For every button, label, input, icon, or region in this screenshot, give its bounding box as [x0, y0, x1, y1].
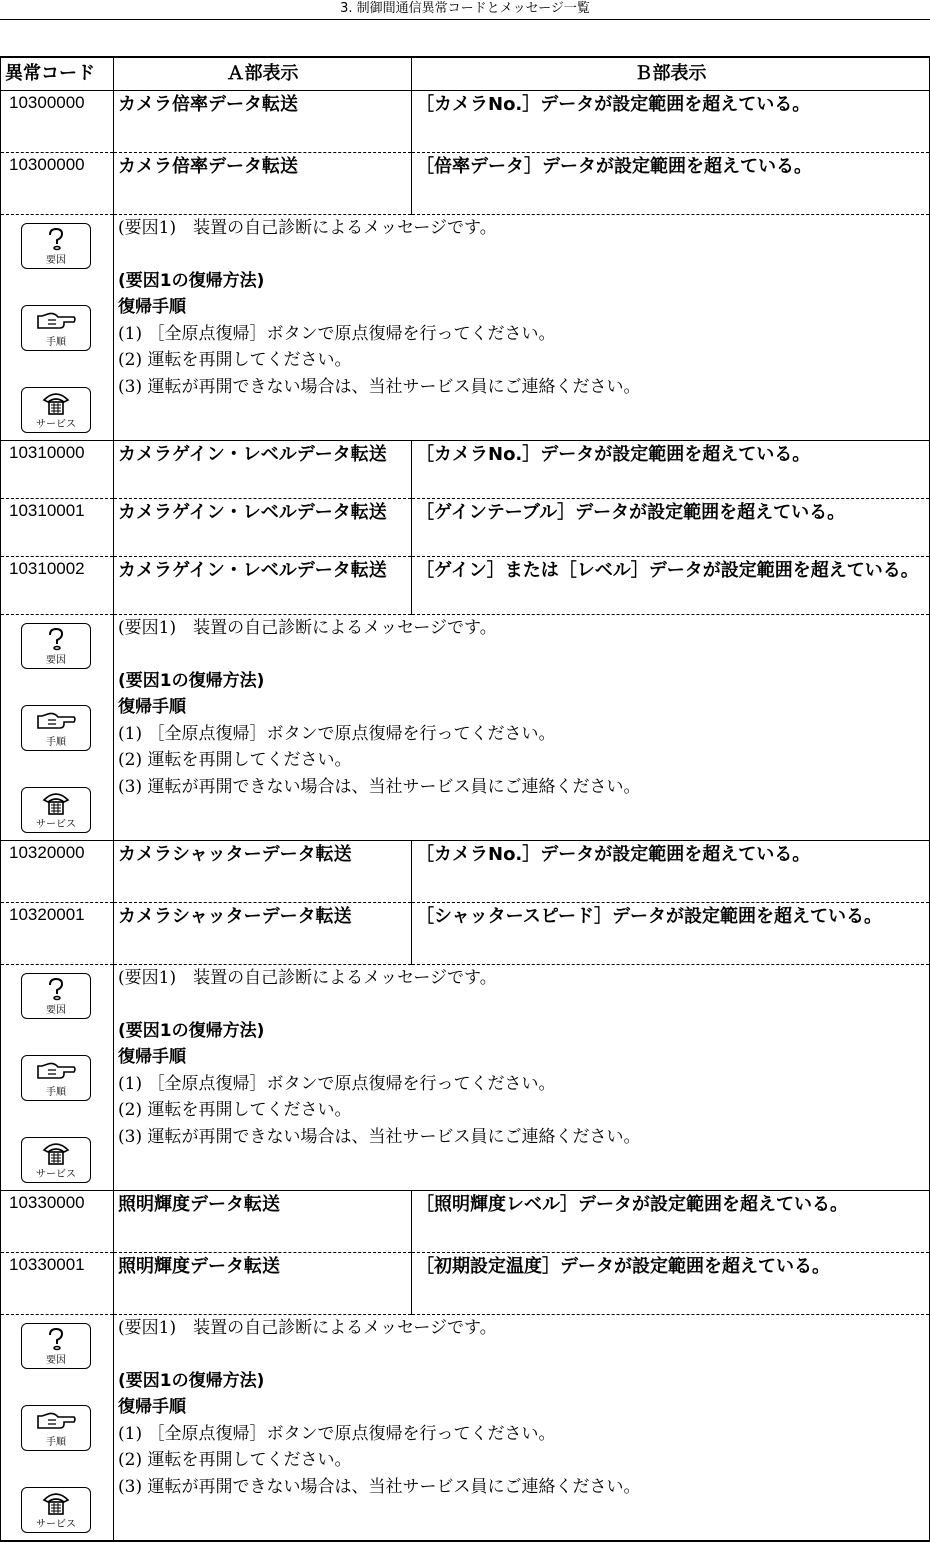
cause-label: 要因: [46, 1005, 66, 1016]
b-display-cell: ［照明輝度レベル］データが設定範囲を超えている。: [412, 1191, 930, 1253]
error-code-cell: 10320001: [1, 903, 114, 965]
procedure-title: 復帰手順: [118, 1397, 186, 1417]
service-label: サービス: [36, 1169, 76, 1180]
procedure-label: 手順: [46, 1437, 66, 1448]
pointing-hand-icon: [34, 708, 78, 732]
procedure-label: 手順: [46, 737, 66, 748]
procedure-title: 復帰手順: [118, 697, 186, 717]
cause-text: (要因1) 装置の自己診断によるメッセージです。: [118, 618, 497, 638]
error-code-cell: 10330000: [1, 1191, 114, 1253]
procedure-label: 手順: [46, 337, 66, 348]
pointing-hand-icon: [34, 1058, 78, 1082]
question-mark-icon: [43, 626, 69, 652]
remedy-icons-cell: [1, 615, 114, 841]
remedy-text-cell: [114, 965, 930, 1191]
cause-text: (要因1) 装置の自己診断によるメッセージです。: [118, 1318, 497, 1338]
b-display-cell: ［シャッタースピード］データが設定範囲を超えている。: [412, 903, 930, 965]
procedure-badge: [21, 1055, 91, 1101]
column-header-b: Ｂ部表示: [412, 57, 930, 91]
a-display-cell: カメラゲイン・レベルデータ転送: [114, 441, 412, 499]
service-badge: [21, 387, 91, 433]
table-row: [1, 903, 930, 965]
b-display-cell: ［ゲインテーブル］データが設定範囲を超えている。: [412, 499, 930, 557]
table-row: [1, 1191, 930, 1253]
spacer: [118, 242, 929, 268]
step-2: (2) 運転を再開してください。: [118, 350, 352, 370]
remedy-icons-cell: [1, 215, 114, 441]
step-1: (1) ［全原点復帰］ボタンで原点復帰を行ってください。: [118, 323, 556, 344]
a-display-cell: カメラシャッターデータ転送: [114, 841, 412, 903]
recovery-title: (要因1の復帰方法): [118, 1370, 265, 1391]
service-label: サービス: [36, 1519, 76, 1530]
a-display-cell: 照明輝度データ転送: [114, 1253, 412, 1315]
table-row: [1, 499, 930, 557]
b-display-cell: ［カメラNo.］データが設定範囲を超えている。: [412, 91, 930, 153]
table-row: [1, 1253, 930, 1315]
telephone-icon: [40, 1140, 72, 1166]
remedy-icons-cell: [1, 965, 114, 1191]
service-badge: [21, 1487, 91, 1533]
procedure-title: 復帰手順: [118, 297, 186, 317]
a-display-cell: カメラシャッターデータ転送: [114, 903, 412, 965]
error-code-cell: 10310001: [1, 499, 114, 557]
procedure-badge: [21, 1405, 91, 1451]
column-header-a: Ａ部表示: [114, 57, 412, 91]
error-code-cell: 10320000: [1, 841, 114, 903]
cause-label: 要因: [46, 655, 66, 666]
step-2: (2) 運転を再開してください。: [118, 1100, 352, 1120]
table-row: [1, 153, 930, 215]
cause-badge: [21, 223, 91, 269]
table-row: [1, 441, 930, 499]
service-label: サービス: [36, 419, 76, 430]
step-3: (3) 運転が再開できない場合は、当社サービス員にご連絡ください。: [118, 376, 641, 397]
procedure-title: 復帰手順: [118, 1047, 186, 1067]
step-3: (3) 運転が再開できない場合は、当社サービス員にご連絡ください。: [118, 1126, 641, 1147]
service-badge: [21, 787, 91, 833]
page-header: 3. 制御間通信異常コードとメッセージ一覧: [0, 0, 930, 20]
a-display-cell: カメラゲイン・レベルデータ転送: [114, 557, 412, 615]
step-3: (3) 運転が再開できない場合は、当社サービス員にご連絡ください。: [118, 776, 641, 797]
telephone-icon: [40, 1490, 72, 1516]
remedy-text-cell: [114, 1315, 930, 1542]
service-badge: [21, 1137, 91, 1183]
table-body: [1, 91, 930, 1542]
error-code-cell: 10310000: [1, 441, 114, 499]
procedure-badge: [21, 305, 91, 351]
remedy-row: [1, 615, 930, 841]
spacer: [118, 1342, 929, 1368]
remedy-text-cell: [114, 615, 930, 841]
step-1: (1) ［全原点復帰］ボタンで原点復帰を行ってください。: [118, 723, 556, 744]
question-mark-icon: [43, 226, 69, 252]
recovery-title: (要因1の復帰方法): [118, 270, 265, 291]
b-display-cell: ［カメラNo.］データが設定範囲を超えている。: [412, 841, 930, 903]
recovery-title: (要因1の復帰方法): [118, 670, 265, 691]
telephone-icon: [40, 390, 72, 416]
remedy-row: [1, 965, 930, 1191]
step-1: (1) ［全原点復帰］ボタンで原点復帰を行ってください。: [118, 1073, 556, 1094]
a-display-cell: カメラ倍率データ転送: [114, 153, 412, 215]
question-mark-icon: [43, 976, 69, 1002]
question-mark-icon: [43, 1326, 69, 1352]
a-display-cell: 照明輝度データ転送: [114, 1191, 412, 1253]
cause-text: (要因1) 装置の自己診断によるメッセージです。: [118, 218, 497, 238]
b-display-cell: ［倍率データ］データが設定範囲を超えている。: [412, 153, 930, 215]
table-row: [1, 557, 930, 615]
cause-badge: [21, 973, 91, 1019]
procedure-badge: [21, 705, 91, 751]
recovery-title: (要因1の復帰方法): [118, 1020, 265, 1041]
error-code-cell: 10330001: [1, 1253, 114, 1315]
error-code-cell: 10300000: [1, 91, 114, 153]
pointing-hand-icon: [34, 308, 78, 332]
table-header-row: [1, 57, 930, 91]
step-3: (3) 運転が再開できない場合は、当社サービス員にご連絡ください。: [118, 1476, 641, 1497]
step-1: (1) ［全原点復帰］ボタンで原点復帰を行ってください。: [118, 1423, 556, 1444]
procedure-label: 手順: [46, 1087, 66, 1098]
b-display-cell: ［カメラNo.］データが設定範囲を超えている。: [412, 441, 930, 499]
b-display-cell: ［初期設定温度］データが設定範囲を超えている。: [412, 1253, 930, 1315]
telephone-icon: [40, 790, 72, 816]
remedy-row: [1, 1315, 930, 1542]
pointing-hand-icon: [34, 1408, 78, 1432]
error-code-cell: 10310002: [1, 557, 114, 615]
a-display-cell: カメラゲイン・レベルデータ転送: [114, 499, 412, 557]
table-row: [1, 841, 930, 903]
cause-label: 要因: [46, 255, 66, 266]
remedy-text-cell: [114, 215, 930, 441]
cause-label: 要因: [46, 1355, 66, 1366]
a-display-cell: カメラ倍率データ転送: [114, 91, 412, 153]
column-header-code: 異常コード: [1, 57, 114, 91]
table-row: [1, 91, 930, 153]
error-code-cell: 10300000: [1, 153, 114, 215]
cause-badge: [21, 1323, 91, 1369]
service-label: サービス: [36, 819, 76, 830]
cause-badge: [21, 623, 91, 669]
b-display-cell: ［ゲイン］または［レベル］データが設定範囲を超えている。: [412, 557, 930, 615]
remedy-icons-cell: [1, 1315, 114, 1542]
cause-text: (要因1) 装置の自己診断によるメッセージです。: [118, 968, 497, 988]
step-2: (2) 運転を再開してください。: [118, 1450, 352, 1470]
step-2: (2) 運転を再開してください。: [118, 750, 352, 770]
spacer: [118, 992, 929, 1018]
spacer: [118, 642, 929, 668]
error-code-table: [0, 56, 930, 1542]
remedy-row: [1, 215, 930, 441]
